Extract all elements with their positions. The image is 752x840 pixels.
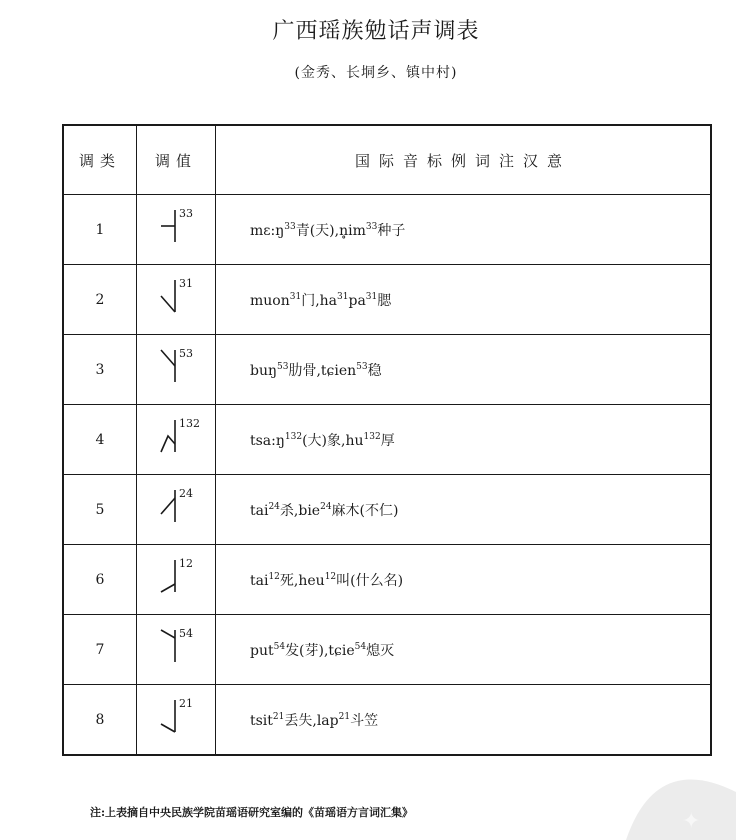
example-words (216, 545, 712, 615)
tone-category-number: 8 (63, 685, 137, 756)
example-text: muon (250, 292, 290, 309)
example-text: 麻木(不仁) (331, 502, 399, 519)
example-text: 种子 (377, 222, 406, 239)
tone-superscript: 12 (324, 571, 337, 582)
tone-superscript: 33 (365, 221, 378, 232)
table-row (63, 475, 711, 545)
table-row (63, 545, 711, 615)
example-words (216, 475, 712, 545)
tone-letter-icon (159, 348, 179, 388)
example-text: 门,ha (301, 292, 338, 309)
tone-value-cell (137, 685, 216, 756)
tone-superscript: 31 (337, 291, 349, 302)
tone-superscript: 53 (277, 361, 289, 372)
tone-letter-icon (159, 628, 179, 668)
tone-table (62, 124, 712, 756)
tone-category-number: 1 (63, 195, 137, 265)
table-row (63, 265, 711, 335)
example-text: 斗笠 (350, 712, 379, 729)
tone-category-number: 6 (63, 545, 137, 615)
tone-value-cell (137, 615, 216, 685)
example-text: 稳 (367, 362, 382, 379)
example-text: put (250, 642, 274, 659)
example-text: 青(天),n̥im (295, 222, 366, 239)
example-text: tai (250, 572, 269, 589)
tone-letter-icon (159, 278, 179, 318)
tone-value: 21 (179, 697, 193, 710)
example-text: 肋骨,tɕien (288, 362, 357, 379)
example-words (216, 685, 712, 756)
page-title: 广西瑶族勉话声调表 (272, 19, 480, 44)
tone-value: 132 (179, 417, 200, 430)
tone-value: 33 (179, 207, 193, 220)
example-text: buŋ (250, 362, 277, 379)
example-text: 腮 (377, 292, 392, 309)
tone-value: 24 (179, 487, 193, 500)
tone-superscript: 12 (268, 571, 280, 582)
example-words (216, 615, 712, 685)
header-value: 调值 (137, 125, 216, 195)
table-body (63, 195, 711, 756)
svg-text:✦: ✦ (682, 809, 701, 834)
example-text: 熄灭 (366, 642, 395, 659)
tone-value-cell (137, 475, 216, 545)
example-text: tai (250, 502, 269, 519)
tone-superscript: 53 (356, 361, 368, 372)
example-text: 叫(什么名) (336, 572, 404, 589)
example-text: 杀,bie (279, 502, 321, 519)
tone-value: 53 (179, 347, 193, 360)
header-category: 调类 (63, 125, 137, 195)
example-words (216, 335, 712, 405)
example-text: pa (348, 292, 366, 309)
tone-category-number: 2 (63, 265, 137, 335)
tone-value-cell (137, 545, 216, 615)
tone-letter-icon (159, 488, 179, 528)
tone-value: 12 (179, 557, 193, 570)
example-text: tsa:ŋ (250, 432, 285, 449)
tone-superscript: 54 (273, 641, 286, 652)
tone-value-cell (137, 265, 216, 335)
tone-category-number: 4 (63, 405, 137, 475)
example-words (216, 265, 712, 335)
example-text: 丢失,lap (284, 712, 339, 729)
example-words (216, 405, 712, 475)
tone-value: 54 (179, 627, 193, 640)
tone-superscript: 24 (268, 501, 280, 512)
tone-letter-icon (159, 698, 179, 738)
example-text: 死,heu (279, 572, 325, 589)
table-header-row (63, 125, 711, 195)
tone-superscript: 31 (289, 291, 302, 302)
table-row (63, 405, 711, 475)
table-row (63, 685, 711, 756)
page-subtitle: (金秀、长垌乡、镇中村) (294, 65, 458, 81)
example-words (216, 195, 712, 265)
tone-value-cell (137, 195, 216, 265)
example-text: 发(芽),tɕie (285, 642, 355, 659)
tone-value-cell (137, 335, 216, 405)
tone-superscript: 33 (284, 221, 296, 232)
tone-superscript: 24 (320, 501, 332, 512)
footnote: 注:上表摘自中央民族学院苗瑶语研究室编的《苗瑶语方言词汇集》 (90, 806, 414, 819)
tone-category-number: 5 (63, 475, 137, 545)
header-examples: 国际音标例词注汉意 (216, 125, 712, 195)
tone-superscript: 54 (354, 641, 367, 652)
tone-superscript: 132 (284, 431, 303, 442)
tone-letter-icon (159, 418, 179, 458)
example-text: 厚 (380, 432, 395, 449)
tone-superscript: 31 (365, 291, 378, 302)
watermark-stamp (596, 762, 736, 840)
table-row (63, 335, 711, 405)
tone-value-cell (137, 405, 216, 475)
tone-letter-icon (159, 558, 179, 598)
tone-value: 31 (179, 277, 193, 290)
tone-category-number: 7 (63, 615, 137, 685)
example-text: tsit (250, 712, 273, 729)
table-row (63, 195, 711, 265)
example-text: (大)象,hu (302, 432, 364, 449)
table-row (63, 615, 711, 685)
tone-category-number: 3 (63, 335, 137, 405)
tone-letter-icon (159, 208, 179, 248)
tone-superscript: 21 (272, 711, 285, 722)
example-text: mɛ:ŋ (250, 222, 285, 239)
tone-superscript: 21 (338, 711, 351, 722)
tone-superscript: 132 (363, 431, 381, 442)
